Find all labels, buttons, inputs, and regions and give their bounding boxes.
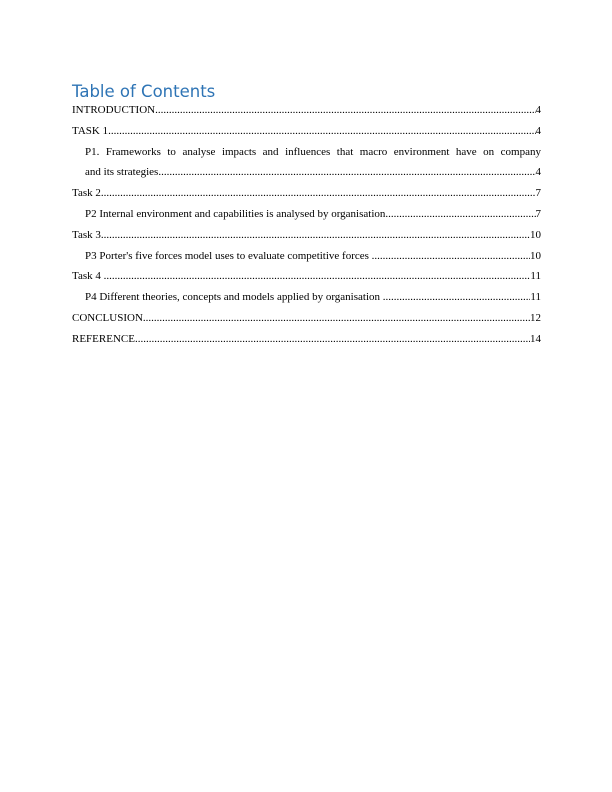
toc-entry-page: 11: [530, 291, 541, 304]
toc-entry-page: 4: [535, 166, 541, 179]
toc-entry-label: CONCLUSION: [72, 311, 143, 324]
toc-entry-label: INTRODUCTION: [72, 104, 156, 116]
toc-entry-page: 12: [530, 311, 541, 324]
dot-leader: [383, 287, 531, 308]
toc-entry-task-4[interactable]: [72, 266, 541, 287]
toc-entry-label: Task 2: [72, 187, 101, 200]
toc-entry-page: 10: [530, 228, 541, 241]
toc-entry-p2[interactable]: [72, 204, 541, 225]
toc-entry-page: 4: [535, 104, 541, 116]
toc-entry-label-line1: P1. Frameworks to analyse impacts and influences that macro environment have on company: [85, 145, 541, 158]
toc-entry-reference[interactable]: [72, 329, 541, 350]
dot-leader: [101, 183, 536, 204]
toc-entry-label: P2 Internal environment and capabilities is analysed by organisation: [85, 207, 386, 220]
toc-entry-introduction[interactable]: [72, 100, 541, 121]
toc-entry-label: TASK 1: [72, 124, 109, 137]
toc-entry-label: REFERENCE: [72, 332, 135, 345]
toc-entry-page: 7: [535, 207, 541, 220]
toc-entry-label: Task 3: [72, 228, 101, 241]
dot-leader: [104, 266, 531, 287]
toc-entry-label: P3 Porter's five forces model uses to evaluate competitive forces: [85, 249, 372, 262]
toc-entry-p3[interactable]: [72, 246, 541, 267]
dot-leader: [101, 225, 530, 246]
toc-entry-label-line2: and its strategies: [85, 166, 159, 179]
dot-leader: [158, 162, 535, 183]
toc-entry-page: 11: [530, 270, 541, 283]
dot-leader: [143, 308, 530, 329]
toc-heading: Table of Contents: [72, 82, 216, 101]
dot-leader: [135, 329, 530, 350]
toc-entry-task-3[interactable]: [72, 225, 541, 246]
toc-entry-task-1[interactable]: [72, 121, 541, 142]
dot-leader: [372, 246, 530, 267]
toc-entry-label: Task 4: [72, 270, 104, 283]
dot-leader: [385, 204, 535, 225]
toc-entry-label: P4 Different theories, concepts and models applied by organisation: [85, 291, 383, 304]
dot-leader: [108, 121, 535, 142]
toc-entry-page: 10: [530, 249, 541, 262]
toc-entry-p4[interactable]: [72, 287, 541, 308]
toc-entry-page: 4: [535, 124, 541, 137]
toc-entry-p1[interactable]: [72, 142, 541, 184]
dot-leader: [155, 100, 535, 121]
toc-entry-task-2[interactable]: [72, 183, 541, 204]
table-of-contents: [72, 100, 541, 350]
toc-entry-conclusion[interactable]: [72, 308, 541, 329]
toc-entry-page: 14: [530, 332, 541, 345]
toc-entry-page: 7: [535, 187, 541, 200]
